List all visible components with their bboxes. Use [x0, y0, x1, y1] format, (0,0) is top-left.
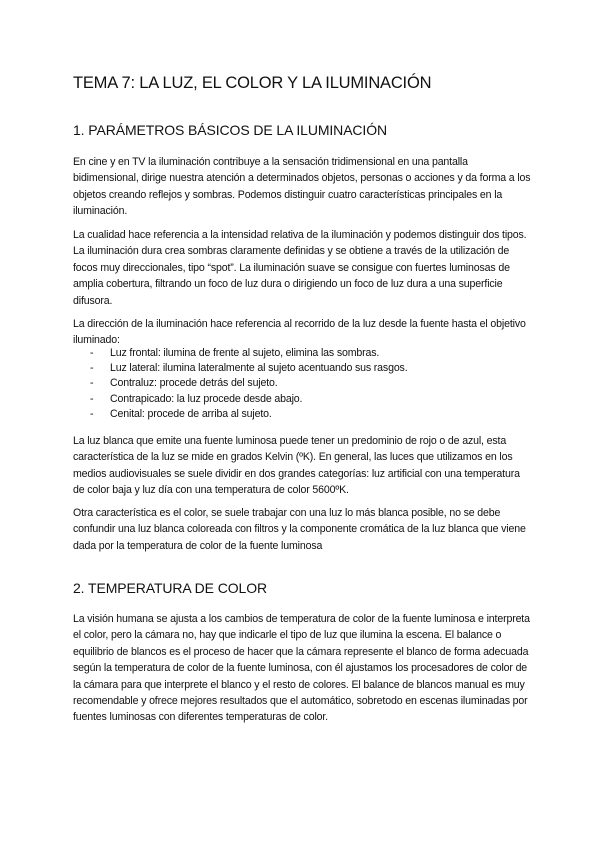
section-2-heading: 2. TEMPERATURA DE COLOR — [73, 580, 268, 596]
list-item — [73, 376, 533, 391]
list-item-text: Contraluz: procede detrás del sujeto. — [110, 377, 278, 390]
document-title: TEMA 7: LA LUZ, EL COLOR Y LA ILUMINACIÓN — [73, 74, 432, 92]
lighting-direction-list — [73, 346, 533, 422]
list-item — [73, 346, 533, 361]
section-1-heading: 1. PARÁMETROS BÁSICOS DE LA ILUMINACIÓN — [73, 122, 388, 138]
bullet-dash: - — [90, 392, 94, 405]
list-item — [73, 392, 533, 407]
bullet-dash: - — [90, 362, 94, 375]
bullet-dash: - — [90, 407, 94, 420]
section-1-paragraph-4: La luz blanca que emite una fuente luminosa puede tener un predominio de rojo o de azul, esta característica de la luz se mide en grados Kelvin (ºK). En general, las luces que utilizamos en los medios audiovisuales se suele dividir en dos grandes categorías: luz artificial con una temperatura de color baja y luz día con una temperatura de color 5600ºK. — [73, 435, 520, 497]
list-item — [73, 361, 533, 376]
section-2-paragraph-1: La visión humana se ajusta a los cambios de temperatura de color de la fuente luminosa e interpreta el color, pero la cámara no, hay que indicarle el tipo de luz que ilumina la escena. El balance o equilibrio de blancos es el proceso de hacer que la cámara represente el blanco de forma adecuada según la temperatura de color de la fuente luminosa, con él ajustamos los procesadores de color de la cámara para que interprete el blanco y el resto de colores. El balance de blancos manual es muy recomendable y ofrece mejores resultados que el automático, sobretodo en escenas iluminadas por fuentes luminosas con diferentes temperaturas de color. — [73, 613, 530, 724]
section-1-paragraph-3: La dirección de la iluminación hace referencia al recorrido de la luz desde la fuente hasta el objetivo iluminado: — [73, 318, 526, 347]
section-1-paragraph-2: La cualidad hace referencia a la intensidad relativa de la iluminación y podemos distinguir dos tipos. La iluminación dura crea sombras claramente definidas y se obtiene a través de la utilización de focos muy direccionales, tipo “spot”. La iluminación suave se consigue con fuertes luminosas de amplia cobertura, filtrando un foco de luz dura o dirigiendo un foco de luz dura a una superficie difusora. — [73, 229, 527, 307]
section-1-paragraph-1: En cine y en TV la iluminación contribuye a la sensación tridimensional en una pantalla bidimensional, dirige nuestra atención a determinados objetos, personas o acciones y da forma a los objetos creando reflejos y sombras. Podemos distinguir cuatro características principales en la iluminación. — [73, 156, 531, 218]
bullet-dash: - — [90, 347, 94, 359]
list-item-text: Contrapicado: la luz procede desde abajo. — [110, 392, 303, 405]
list-item — [73, 407, 533, 422]
list-item-text: Luz lateral: ilumina lateralmente al sujeto acentuando sus rasgos. — [110, 362, 408, 375]
list-item-text: Cenital: procede de arriba al sujeto. — [110, 407, 272, 420]
list-item-text: Luz frontal: ilumina de frente al sujeto, elimina las sombras. — [110, 347, 380, 359]
section-1-paragraph-5: Otra característica es el color, se suele trabajar con una luz lo más blanca posible, no se debe confundir una luz blanca coloreada con filtros y la componente cromática de la luz blanca que viene dada por la temperatura de color de la fuente luminosa — [73, 507, 526, 552]
bullet-dash: - — [90, 377, 94, 390]
